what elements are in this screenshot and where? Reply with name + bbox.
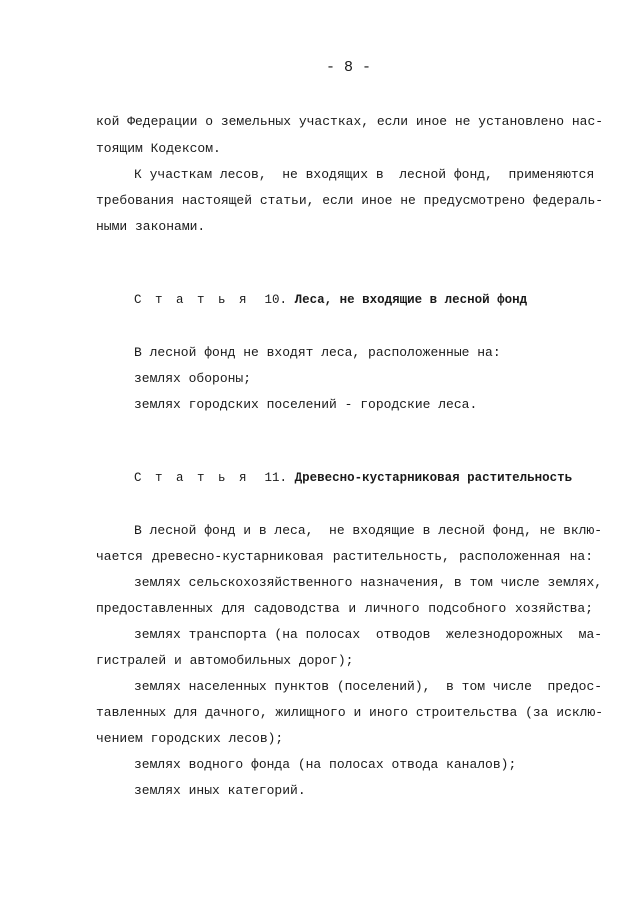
paragraph-line: К участкам лесов, не входящих в лесной фонд, применяются [134,167,595,182]
article-number: 11. [264,471,288,485]
article-title: Леса, не входящие в лесной фонд [294,293,528,307]
article-10-line: В лесной фонд не входят леса, расположенные на: [134,345,501,360]
article-11-heading [134,472,572,485]
article-11-line: гистралей и автомобильных дорог); [96,653,354,668]
paragraph-line: кой Федерации о земельных участках, если иное не установлено нас- [96,114,604,129]
paragraph-line: требования настоящей статьи, если иное не предусмотрено федераль- [96,193,604,208]
page-number: - 8 - [326,59,372,76]
article-label: С т а т ь я [134,471,250,485]
article-11-line: тавленных для дачного, жилищного и иного строительства (за исклю- [96,705,604,720]
article-10-line: землях обороны; [134,371,252,386]
article-11-line: землях сельскохозяйственного назначения, в том числе землях, [134,575,603,590]
paragraph-line: ными законами. [96,219,206,234]
article-title: Древесно-кустарниковая растительность [294,471,573,485]
article-11-line: чением городских лесов); [96,731,284,746]
article-label: С т а т ь я [134,293,250,307]
article-11-line: чается древесно-кустарниковая растительность, расположенная на: [96,549,593,564]
article-11-line: землях населенных пунктов (поселений), в том числе предос- [134,679,603,694]
article-11-line: землях водного фонда (на полосах отвода каналов); [134,757,517,772]
article-11-line: землях транспорта (на полосах отводов железнодорожных ма- [134,627,603,642]
article-number: 10. [264,293,288,307]
article-10-heading [134,294,527,307]
article-10-line: землях городских поселений - городские леса. [134,397,478,412]
article-11-line: землях иных категорий. [134,783,306,798]
article-11-line: предоставленных для садоводства и личного подсобного хозяйства; [96,601,593,616]
paragraph-line: тоящим Кодексом. [96,141,221,156]
article-11-line: В лесной фонд и в леса, не входящие в лесной фонд, не вклю- [134,523,603,538]
